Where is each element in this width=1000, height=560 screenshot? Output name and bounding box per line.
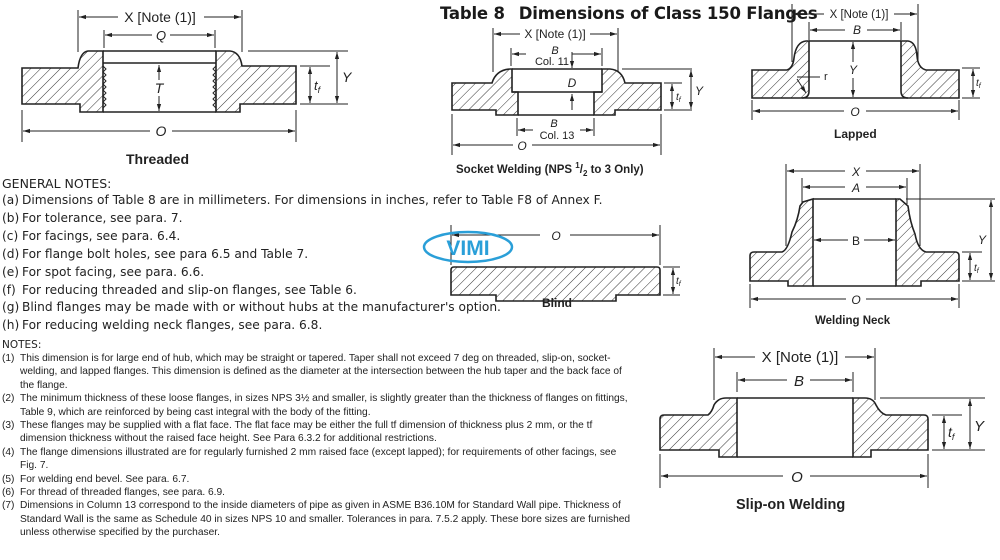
table-title-text: Dimensions of Class 150 Flanges [518, 4, 818, 23]
threaded-flange-drawing [0, 0, 400, 175]
blind-caption: Blind [542, 296, 572, 310]
svg-text:Y: Y [695, 84, 704, 98]
svg-text:O: O [517, 139, 527, 153]
general-note-item: (e) For spot facing, see para. 6.6. [2, 264, 205, 279]
svg-text:D: D [567, 76, 577, 90]
svg-text:Y: Y [848, 63, 858, 77]
note-item: (1) This dimension is for large end of hub, which may be straight or tapered. Taper shall not exceed 7 deg on threaded, slip-on, socket-welding, and lapped flanges. This dimension is defined as the diameter at the intersection between the hub taper and the back face of the flange. [2, 353, 622, 391]
general-notes-list [2, 192, 603, 335]
svg-text:X [Note (1)]: X [Note (1)] [524, 27, 586, 41]
svg-text:Y: Y [342, 69, 352, 85]
svg-text:B: B [550, 118, 558, 130]
note-item: (7) Dimensions in Column 13 correspond to the inside diameters of pipe as given in ASME B36.10M for Standard Wall pipe. Thickness of Standard Wall is the same as Schedule 40 in sizes NPS 10 and smaller. Tolerances in para. 7.5.2 apply. These bore sizes are furnished unless otherwise specified by the purchaser. [2, 500, 631, 539]
svg-text:tf: $t_f$ [974, 263, 979, 275]
socket-welding-flange-drawing [400, 0, 750, 180]
general-note-item: (d) For flange bolt holes, see para 6.5 and Table 7. [2, 246, 309, 261]
general-note-item: (b) For tolerance, see para. 7. [2, 210, 183, 225]
svg-text:O: O [791, 469, 803, 486]
svg-text:Y: Y [974, 418, 985, 435]
svg-text:X [Note (1)]: X [Note (1)] [761, 349, 839, 366]
svg-text:X [Note (1)]: X [Note (1)] [829, 9, 889, 21]
svg-text:B: B [852, 23, 862, 37]
svg-text:B: B [793, 373, 805, 390]
svg-text:O: O [850, 105, 860, 119]
lapped-caption: Lapped [834, 127, 877, 141]
svg-text:O: O [551, 229, 561, 243]
svg-text:Y: Y [977, 233, 986, 247]
general-note-item: (h) For reducing welding neck flanges, see para. 6.8. [2, 318, 323, 333]
svg-text:B: B [551, 45, 559, 57]
svg-text:Q: Q [155, 28, 167, 43]
table-label: Table 8 [440, 4, 505, 23]
general-note-item: (f) For reducing threaded and slip-on flanges, see Table 6. [2, 282, 357, 297]
threaded-x-label: X [Note (1)] [124, 9, 196, 25]
slip-on-caption: Slip-on Welding [736, 497, 846, 513]
general-note-item: (a) Dimensions of Table 8 are in millimeters. For dimensions in inches, refer to Table F8 of Annex F. [2, 193, 603, 207]
watermark-text: VIMI [446, 237, 490, 260]
svg-text:tf: $t_f$ [676, 92, 681, 104]
slip-on-flange-drawing [640, 340, 1000, 520]
general-note-item: (g) Blind flanges may be made with or without hubs at the manufacturer's option. [2, 300, 501, 315]
socket-welding-caption: Socket Welding (NPS $^1/_2$ to 3 Only) [456, 161, 644, 179]
threaded-caption: Threaded [126, 151, 190, 167]
svg-text:tf: $t_f$ [676, 276, 681, 288]
notes-list [2, 352, 632, 540]
svg-text:O: O [155, 123, 167, 139]
svg-text:X: X [851, 165, 861, 179]
general-note-item: (c) For facings, see para. 6.4. [2, 228, 181, 243]
svg-text:Col. 11: Col. 11 [534, 56, 570, 68]
notes-heading: NOTES: [2, 339, 42, 351]
svg-text:B: B [851, 234, 861, 248]
note-item: (3) These flanges may be supplied with a flat face. The flat face may be either the full tf dimension of thickness plus 2 mm, or the tf dimension thickness without the raised face height. See Para 6.3.2 for additional restrictions. [2, 420, 593, 445]
svg-text:Col. 13: Col. 13 [539, 130, 575, 142]
svg-text:A: A [851, 181, 861, 195]
note-item: (2) The minimum thickness of these loose flanges, in sizes NPS 3½ and smaller, is slightly greater than the thickness of flanges on fittings, Table 9, which are reinforced by being cast integral with the body of the fitting. [2, 393, 628, 418]
general-notes-heading: GENERAL NOTES: [2, 176, 112, 191]
note-item: (6) For thread of threaded flanges, see para. 6.9. [2, 487, 226, 499]
note-item: (4) The flange dimensions illustrated are for regularly furnished 2 mm raised face (except lapped); for requirements of other facings, see Fig. 7. [2, 446, 617, 472]
svg-text:tf: $t_f$ [948, 424, 955, 442]
svg-text:r: r [824, 71, 828, 83]
svg-text:tf: $t_f$ [976, 78, 981, 90]
note-item: (5) For welding end bevel. See para. 6.7. [2, 473, 190, 485]
svg-text:tf: $t_f$ [314, 78, 321, 95]
welding-neck-caption: Welding Neck [815, 315, 891, 327]
welding-neck-flange-drawing [730, 160, 1000, 335]
svg-text:T: T [154, 80, 164, 96]
svg-text:O: O [851, 293, 861, 307]
